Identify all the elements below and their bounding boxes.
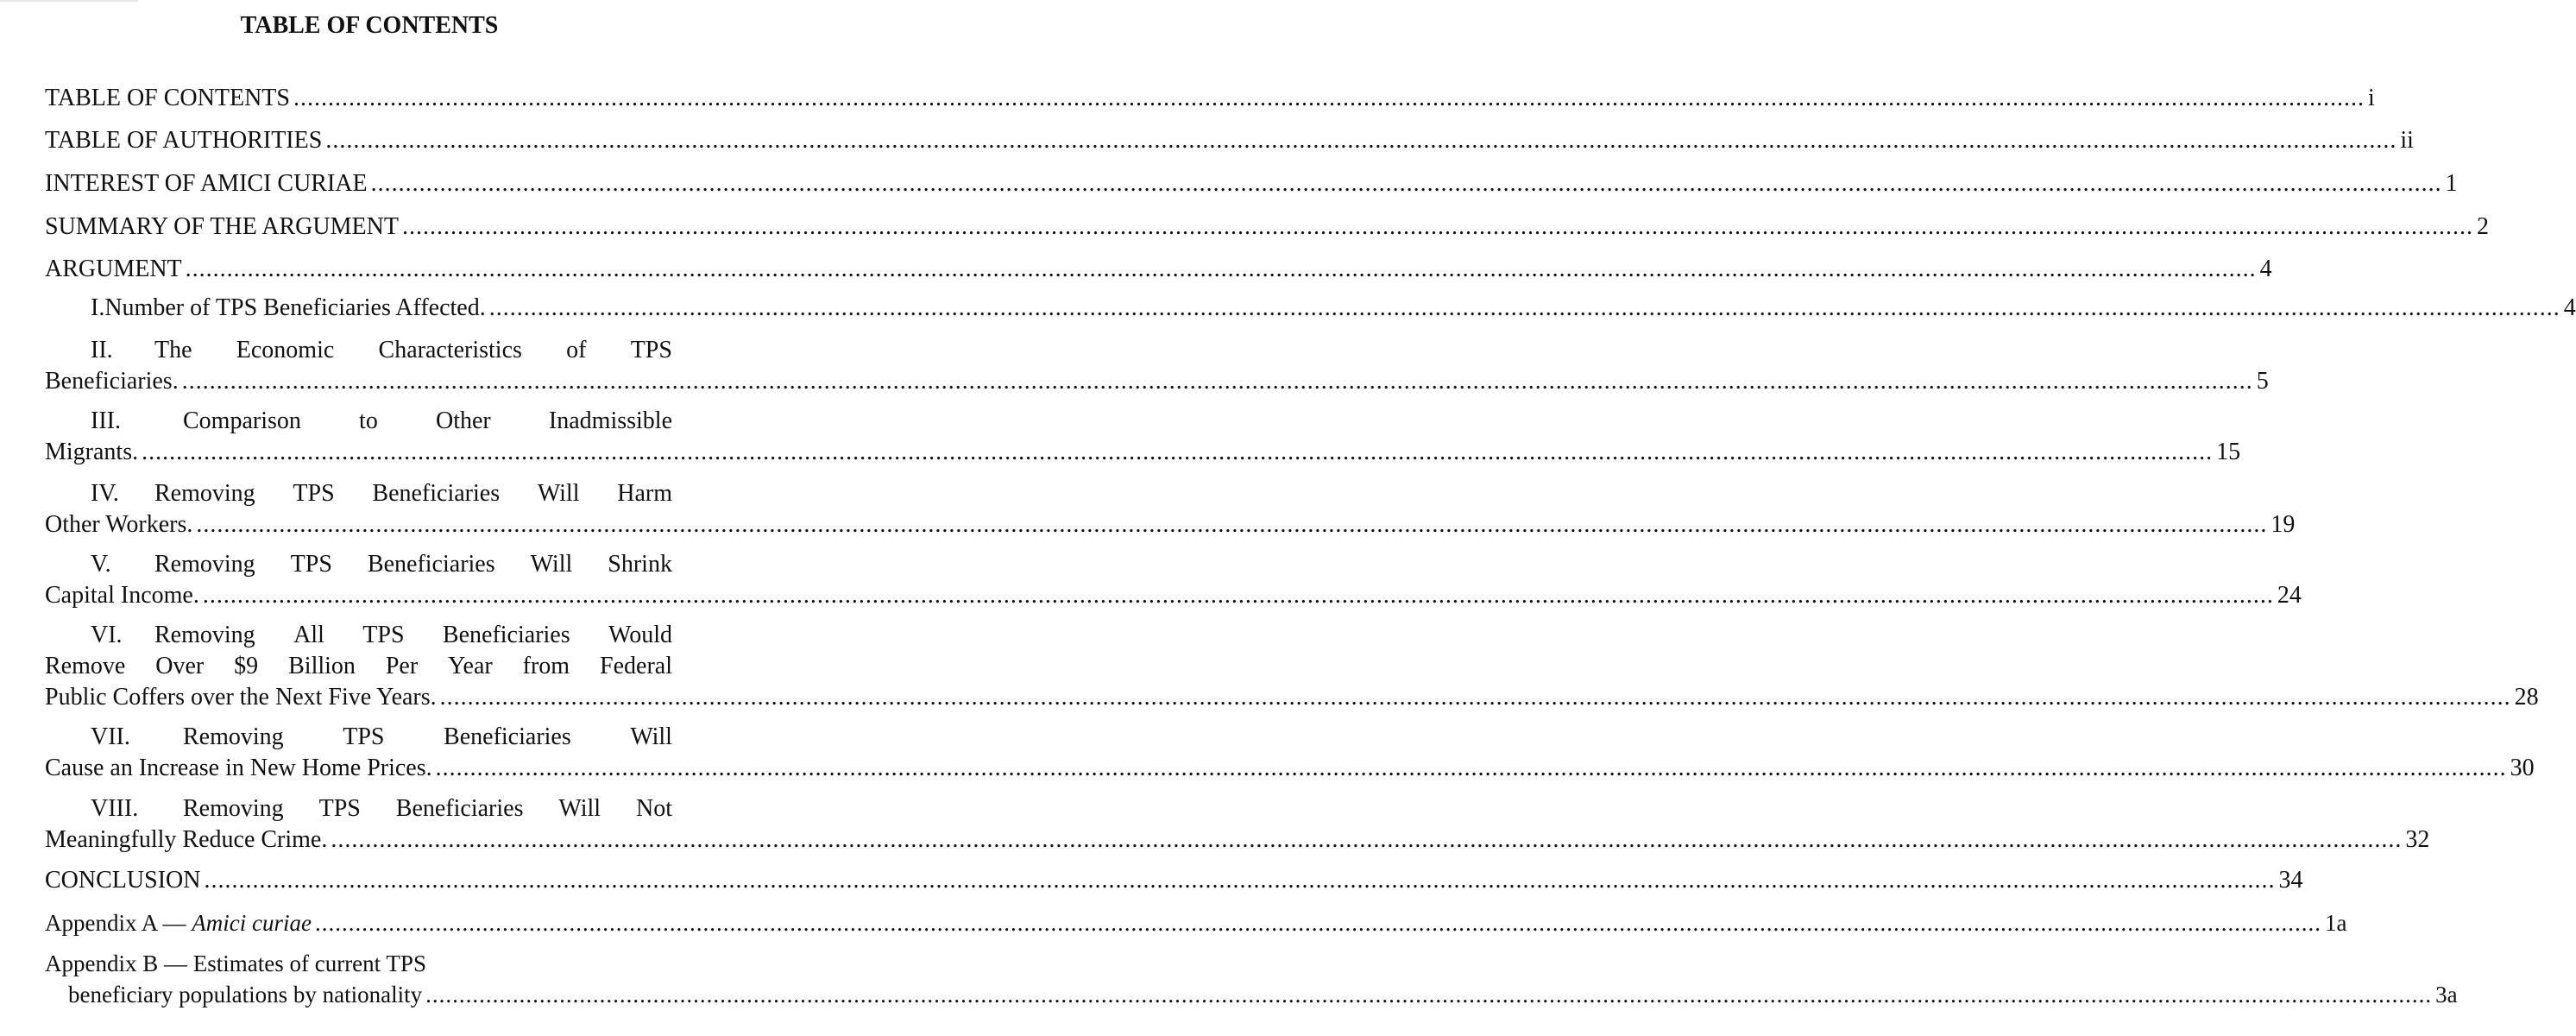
section-entry bbox=[45, 793, 2430, 856]
title-word: TPS bbox=[293, 480, 335, 507]
section-middle-line bbox=[45, 651, 672, 682]
section-entry bbox=[45, 293, 2576, 324]
title-word: Remove bbox=[45, 653, 126, 679]
toc-line bbox=[45, 168, 2458, 199]
title-word: Beneficiaries bbox=[442, 622, 570, 648]
page-number: 2 bbox=[2476, 213, 2489, 240]
section-entry bbox=[45, 620, 2539, 713]
title-word: Beneficiaries bbox=[444, 723, 571, 750]
title-word: Will bbox=[530, 551, 573, 578]
toc-line bbox=[45, 509, 2296, 540]
toc-entry bbox=[45, 168, 2458, 199]
page-number: 1a bbox=[2324, 910, 2347, 936]
dot-leader: ............................................................................................................................................................................................................................................................................................................ bbox=[425, 982, 2433, 1008]
title-word: Would bbox=[608, 622, 672, 648]
title-word: Beneficiaries bbox=[372, 480, 501, 507]
title-word: Will bbox=[558, 795, 601, 822]
dot-leader: ............................................................................................................................................................................................................................................................................................................ bbox=[181, 368, 2253, 395]
title-word: Will bbox=[630, 723, 672, 750]
section-first-line bbox=[45, 335, 672, 366]
section-number: II. bbox=[91, 337, 113, 363]
title-word: from bbox=[522, 653, 570, 679]
appendix-italic-title: Amici curiae bbox=[192, 910, 312, 936]
section-entry bbox=[45, 549, 2302, 611]
title-word: Economic bbox=[236, 337, 335, 363]
section-first-line bbox=[45, 620, 672, 651]
page-number: ii bbox=[2400, 127, 2414, 154]
toc-entry bbox=[45, 865, 2303, 896]
dot-leader: ............................................................................................................................................................................................................................................................................................................ bbox=[401, 213, 2473, 240]
title-word: All bbox=[293, 622, 324, 648]
title-word: Over bbox=[155, 653, 205, 679]
title-word: Removing bbox=[183, 795, 284, 822]
toc-line bbox=[45, 865, 2303, 896]
title-word: Removing bbox=[154, 480, 255, 507]
entry-title: Capital Income. bbox=[45, 582, 199, 609]
entry-title: TABLE OF CONTENTS bbox=[45, 85, 290, 111]
section-title-words bbox=[183, 793, 672, 824]
section-first-line bbox=[45, 406, 672, 437]
title-word: Shrink bbox=[608, 551, 672, 578]
page-number: 32 bbox=[2405, 826, 2430, 853]
title-word: TPS bbox=[362, 622, 405, 648]
toc-line bbox=[45, 125, 2414, 156]
page-title: TABLE OF CONTENTS bbox=[240, 12, 499, 39]
title-word: Federal bbox=[600, 653, 672, 679]
section-number: VII. bbox=[91, 723, 130, 750]
dot-leader: ............................................................................................................................................................................................................................................................................................................ bbox=[439, 684, 2511, 711]
title-word: Characteristics bbox=[378, 337, 522, 363]
dot-leader: ............................................................................................................................................................................................................................................................................................................ bbox=[196, 511, 2268, 538]
page-number: 15 bbox=[2216, 439, 2241, 465]
scan-edge-rule bbox=[0, 0, 138, 2]
title-word: to bbox=[359, 407, 378, 434]
toc-line bbox=[45, 907, 2347, 938]
dot-leader: ............................................................................................................................................................................................................................................................................................................ bbox=[325, 127, 2397, 154]
section-first-line bbox=[45, 549, 672, 580]
dot-leader: ............................................................................................................................................................................................................................................................................................................ bbox=[370, 170, 2442, 197]
dot-leader: ............................................................................................................................................................................................................................................................................................................ bbox=[202, 582, 2274, 609]
dot-leader: ............................................................................................................................................................................................................................................................................................................ bbox=[435, 755, 2507, 781]
entry-title: Migrants. bbox=[45, 439, 139, 465]
toc-line bbox=[45, 83, 2375, 114]
section-entry bbox=[45, 335, 2269, 397]
section-number: I. bbox=[91, 294, 105, 321]
toc-line bbox=[45, 212, 2489, 243]
section-number: VI. bbox=[91, 622, 123, 648]
toc-line bbox=[45, 682, 2539, 713]
entry-title: Cause an Increase in New Home Prices. bbox=[45, 755, 432, 781]
page-number: 3a bbox=[2435, 982, 2458, 1008]
dot-leader: ............................................................................................................................................................................................................................................................................................................ bbox=[488, 294, 2560, 321]
title-word: TPS bbox=[290, 551, 332, 578]
entry-title: beneficiary populations by nationality bbox=[68, 982, 423, 1008]
title-word: TPS bbox=[630, 337, 672, 363]
dot-leader: ............................................................................................................................................................................................................................................................................................................ bbox=[185, 256, 2257, 282]
section-number: VIII. bbox=[91, 795, 139, 822]
entry-title: INTEREST OF AMICI CURIAE bbox=[45, 170, 368, 197]
title-word: Removing bbox=[154, 622, 255, 648]
section-entry bbox=[45, 406, 2241, 468]
entry-title: CONCLUSION bbox=[45, 867, 201, 894]
entry-title: Meaningfully Reduce Crime. bbox=[45, 826, 328, 853]
page-number: 1 bbox=[2445, 170, 2458, 197]
entry-title: SUMMARY OF THE ARGUMENT bbox=[45, 213, 399, 240]
entry-title: Number of TPS Beneficiaries Affected. bbox=[104, 294, 486, 321]
toc-line bbox=[45, 254, 2272, 285]
section-title-words bbox=[183, 722, 672, 753]
dot-leader: ............................................................................................................................................................................................................................................................................................................ bbox=[142, 439, 2214, 465]
dot-leader: ............................................................................................................................................................................................................................................................................................................ bbox=[293, 85, 2365, 111]
page-number: 34 bbox=[2278, 867, 2303, 894]
title-word: The bbox=[154, 337, 192, 363]
entry-title: TABLE OF AUTHORITIES bbox=[45, 127, 323, 154]
section-first-line bbox=[45, 478, 672, 509]
entry-title: Public Coffers over the Next Five Years. bbox=[45, 684, 437, 711]
section-number: V. bbox=[91, 551, 111, 578]
title-word: Removing bbox=[183, 723, 284, 750]
toc-line bbox=[45, 824, 2430, 856]
toc-entry bbox=[45, 254, 2272, 285]
section-entry bbox=[45, 478, 2296, 540]
toc-entry bbox=[45, 212, 2489, 243]
title-word: Per bbox=[385, 653, 419, 679]
dot-leader: ............................................................................................................................................................................................................................................................................................................ bbox=[204, 867, 2276, 894]
page-number: i bbox=[2367, 85, 2375, 111]
entry-title: ARGUMENT bbox=[45, 256, 182, 282]
title-word: Removing bbox=[154, 551, 255, 578]
title-word: Beneficiaries bbox=[367, 551, 495, 578]
toc-line bbox=[45, 979, 2458, 1010]
section-title-words bbox=[154, 549, 672, 580]
appendix-label: Appendix A — Amici curiae bbox=[45, 910, 312, 936]
section-first-line bbox=[45, 722, 672, 753]
toc-entry bbox=[45, 83, 2375, 114]
section-title-words bbox=[154, 620, 672, 651]
appendix-entry bbox=[45, 948, 2458, 1010]
page-number: 5 bbox=[2256, 368, 2269, 395]
toc-line bbox=[45, 293, 2576, 324]
title-word: Other bbox=[435, 407, 491, 434]
dot-leader: ............................................................................................................................................................................................................................................................................................................ bbox=[331, 826, 2403, 853]
title-word: of bbox=[566, 337, 587, 363]
toc-entry bbox=[45, 125, 2414, 156]
toc-line bbox=[45, 437, 2241, 468]
page-number: 30 bbox=[2510, 755, 2535, 781]
entry-title: Other Workers. bbox=[45, 511, 193, 538]
title-word: TPS bbox=[343, 723, 385, 750]
section-first-line bbox=[45, 793, 672, 824]
section-number: IV. bbox=[91, 480, 119, 507]
page-number: 4 bbox=[2259, 256, 2272, 282]
title-word: Billion bbox=[288, 653, 356, 679]
section-title-words bbox=[154, 478, 672, 509]
title-word: Harm bbox=[617, 480, 672, 507]
entry-title: Beneficiaries. bbox=[45, 368, 179, 395]
section-title-words bbox=[154, 335, 672, 366]
title-word: Inadmissible bbox=[548, 407, 672, 434]
title-word: Not bbox=[635, 795, 672, 822]
title-word: Will bbox=[537, 480, 580, 507]
page-number: 24 bbox=[2277, 582, 2302, 609]
page-number: 19 bbox=[2271, 511, 2296, 538]
toc-line bbox=[45, 366, 2269, 397]
dot-leader: ............................................................................................................................................................................................................................................................................................................ bbox=[314, 910, 2321, 936]
page-number: 28 bbox=[2514, 684, 2539, 711]
title-word: $9 bbox=[234, 653, 259, 679]
title-word: Beneficiaries bbox=[395, 795, 524, 822]
appendix-entry bbox=[45, 907, 2347, 938]
title-word: TPS bbox=[318, 795, 361, 822]
appendix-first-line: Appendix B — Estimates of current TPS bbox=[45, 951, 426, 976]
toc-line bbox=[45, 753, 2535, 784]
title-word: Year bbox=[448, 653, 493, 679]
page-number: 4 bbox=[2563, 294, 2576, 321]
title-word: Comparison bbox=[183, 407, 301, 434]
section-entry bbox=[45, 722, 2535, 784]
section-title-words bbox=[183, 406, 672, 437]
section-number: III. bbox=[91, 407, 121, 434]
toc-line bbox=[45, 580, 2302, 611]
